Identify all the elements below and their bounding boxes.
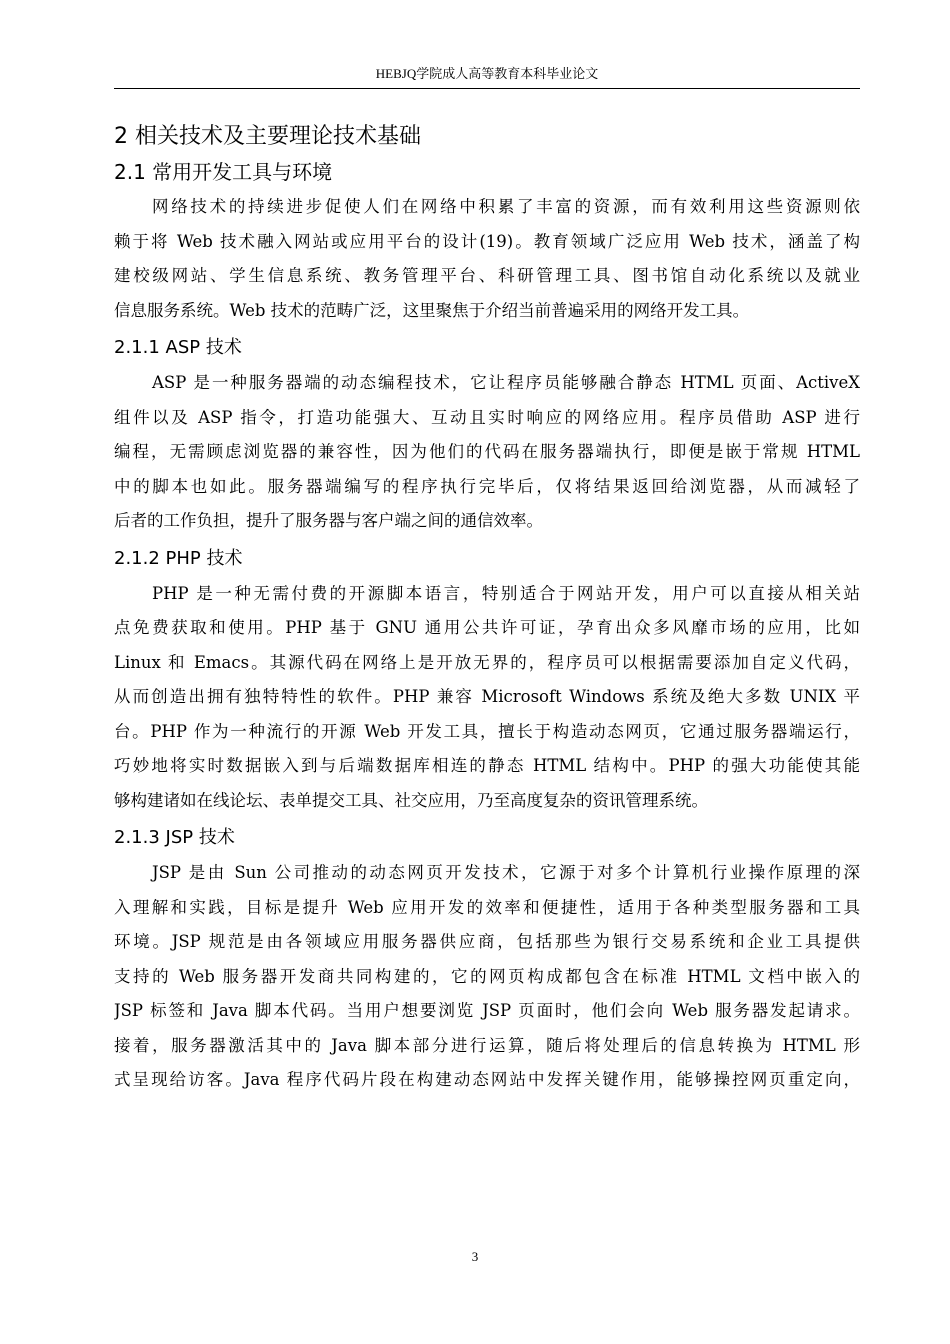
paragraph-line: 后者的工作负担，提升了服务器与客户端之间的通信效率。 [114,511,543,530]
paragraph-line: 够构建诸如在线论坛、表单提交工具、社交应用，乃至高度复杂的资讯管理系统。 [114,790,708,810]
paragraph-line: 网络技术的持续进步促使人们在网络中积累了丰富的资源，而有效利用这些资源则依 [152,197,860,216]
page-header [114,64,860,89]
paragraph-line: 环境。JSP 规范是由各领域应用服务器供应商，包括那些为银行交易系统和企业工具提供 [114,932,860,951]
section-2-1-paragraph [114,190,860,328]
paragraph-line: 编程，无需顾虑浏览器的兼容性，因为他们的代码在服务器端执行，即便是嵌于常规 HTML [114,442,860,461]
paragraph-line: 组件以及 ASP 指令，打造功能强大、互动且实时响应的网络应用。程序员借助 ASP 进行 [114,407,860,427]
paragraph-line: 建校级网站、学生信息系统、教务管理平台、科研管理工具、图书馆自动化系统以及就业 [114,266,860,285]
paragraph-line: 巧妙地将实时数据嵌入到与后端数据库相连的静态 HTML 结构中。PHP 的强大功能使其能 [114,756,860,775]
paragraph-line: JSP 是由 Sun 公司推动的动态网页开发技术，它源于对多个计算机行业操作原理的深 [152,863,860,882]
section-2-1-2-paragraph [114,577,860,819]
paragraph-line: 台。PHP 作为一种流行的开源 Web 开发工具，擅长于构造动态网页，它通过服务器端运行， [114,721,860,741]
header-title: HEBJQ学院成人高等教育本科毕业论文 [375,66,599,81]
paragraph-line: 接着，服务器激活其中的 Java 脚本部分进行运算，随后将处理后的信息转换为 HTML 形 [114,1035,860,1055]
paragraph-line: 入理解和实践，目标是提升 Web 应用开发的效率和便捷性，适用于各种类型服务器和工具 [114,897,860,917]
paragraph-line: 支持的 Web 服务器开发商共同构建的，它的网页构成都包含在标准 HTML 文档中嵌入的 [114,966,860,986]
paragraph-line: 中的脚本也如此。服务器端编写的程序执行完毕后，仅将结果返回给浏览器，从而减轻了 [114,476,860,496]
paragraph-line: 从而创造出拥有独特特性的软件。PHP 兼容 Microsoft Windows 系统及绝大多数 UNIX 平 [114,687,860,706]
paragraph-line: PHP 是一种无需付费的开源脚本语言，特别适合于网站开发，用户可以直接从相关站 [152,583,860,603]
paragraph-line: 赖于将 Web 技术融入网站或应用平台的设计(19)。教育领域广泛应用 Web 技术，涵盖了构 [114,231,860,251]
paragraph-line: Linux 和 Emacs。其源代码在网络上是开放无界的，程序员可以根据需要添加自定义代码， [114,652,860,672]
document-body [114,112,860,1098]
section-2-1-1-paragraph [114,366,860,539]
paragraph-line: 点免费获取和使用。PHP 基于 GNU 通用公共许可证，孕育出众多风靡市场的应用，比如 [114,618,860,637]
chapter-title: 2 相关技术及主要理论技术基础 [114,124,421,149]
paragraph-line: 式呈现给访客。Java 程序代码片段在构建动态网站中发挥关键作用，能够操控网页重定向， [114,1070,860,1089]
paragraph-line: ASP 是一种服务器端的动态编程技术，它让程序员能够融合静态 HTML 页面、ActiveX [152,373,860,392]
section-2-1-2-title: 2.1.2 PHP 技术 [114,547,243,569]
paragraph-line: JSP 标签和 Java 脚本代码。当用户想要浏览 JSP 页面时，他们会向 Web 服务器发起请求。 [114,1001,860,1020]
section-2-1-title: 2.1 常用开发工具与环境 [114,160,333,184]
section-2-1-3-paragraph [114,856,860,1098]
page-number: 3 [471,1249,479,1264]
paragraph-line: 信息服务系统。Web 技术的范畴广泛，这里聚焦于介绍当前普遍采用的网络开发工具。 [114,300,750,320]
section-2-1-1-title: 2.1.1 ASP 技术 [114,337,242,358]
section-2-1-3-title: 2.1.3 JSP 技术 [114,827,235,848]
